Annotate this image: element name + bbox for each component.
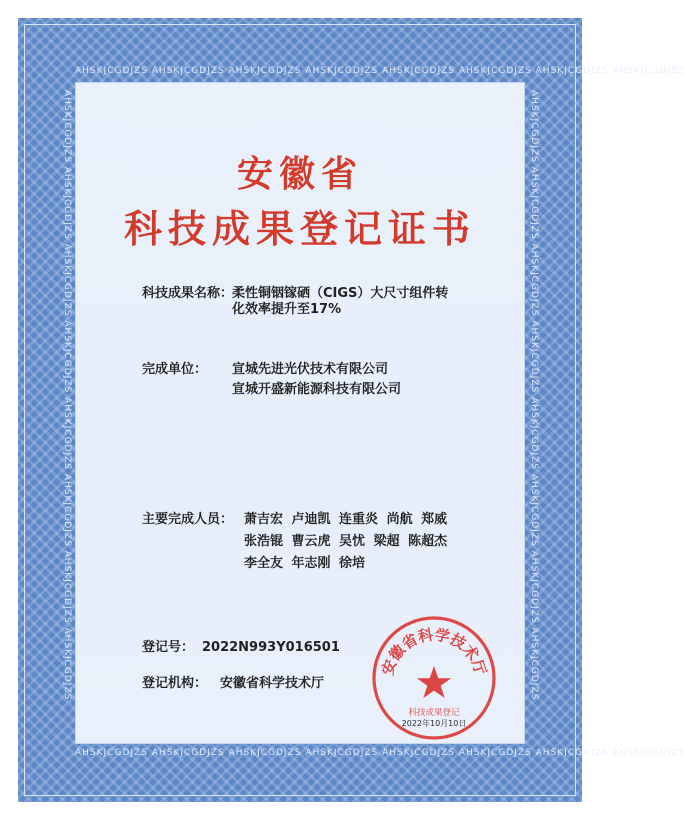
official-seal: [368, 612, 500, 744]
certificate-title-province: 安徽省: [236, 153, 363, 195]
achievement-name-line-1: 柔性铜铟镓硒（CIGS）大尺寸组件转: [232, 286, 449, 301]
personnel-label: 主要完成人员：: [142, 512, 234, 527]
certificate-title-main: 科技成果登记证书: [123, 206, 476, 251]
security-text-top: AHSKJCGDJZS AHSKJCGDJZS AHSKJCGDJZS AHSKJCGDJZS AHSKJCGDJZS AHSKJCGDJZS AHSKJCGDJZS AHSKJCGDJZS: [75, 66, 685, 76]
seal-date: 2022年10月10日: [401, 719, 467, 728]
security-text-left: AHSKJCGDJZS AHSKJCGDJZS AHSKJCGDJZS AHSKJCGDJZS AHSKJCGDJZS AHSKJCGDJZS AHSKJCGDJZS AHSKJCGDJZS: [62, 90, 72, 701]
personnel-line-3: 李全友 年志刚 徐培: [244, 556, 366, 571]
achievement-name-label: 科技成果名称：: [142, 286, 234, 301]
completing-unit-label: 完成单位：: [142, 362, 208, 377]
registration-org: 安徽省科学技术厅: [220, 676, 325, 691]
registration-org-label: 登记机构：: [142, 676, 208, 691]
achievement-name-line-2: 化效率提升至17%: [232, 302, 342, 317]
seal-star-icon: [417, 666, 451, 698]
security-text-bottom: AHSKJCGDJZS AHSKJCGDJZS AHSKJCGDJZS AHSKJCGDJZS AHSKJCGDJZS AHSKJCGDJZS AHSKJCGDJZS AHSKJCGDJZS: [75, 748, 685, 758]
registration-number: 2022N993Y016501: [202, 640, 340, 655]
personnel-line-1: 萧吉宏 卢迪凯 连重炎 尚航 郑威: [244, 512, 448, 527]
seal-subtext: 科技成果登记: [408, 708, 460, 718]
seal-arc-text: 安徽省科学技术厅: [378, 625, 490, 678]
completing-unit-1: 宣城先进光伏技术有限公司: [232, 362, 389, 377]
personnel-line-2: 张浩锟 曹云虎 吴忧 梁超 陈超杰: [244, 534, 448, 549]
registration-number-label: 登记号：: [142, 640, 195, 655]
security-text-right: AHSKJCGDJZS AHSKJCGDJZS AHSKJCGDJZS AHSKJCGDJZS AHSKJCGDJZS AHSKJCGDJZS AHSKJCGDJZS AHSKJCGDJZS: [529, 90, 539, 701]
completing-unit-2: 宣城开盛新能源科技有限公司: [232, 382, 402, 397]
